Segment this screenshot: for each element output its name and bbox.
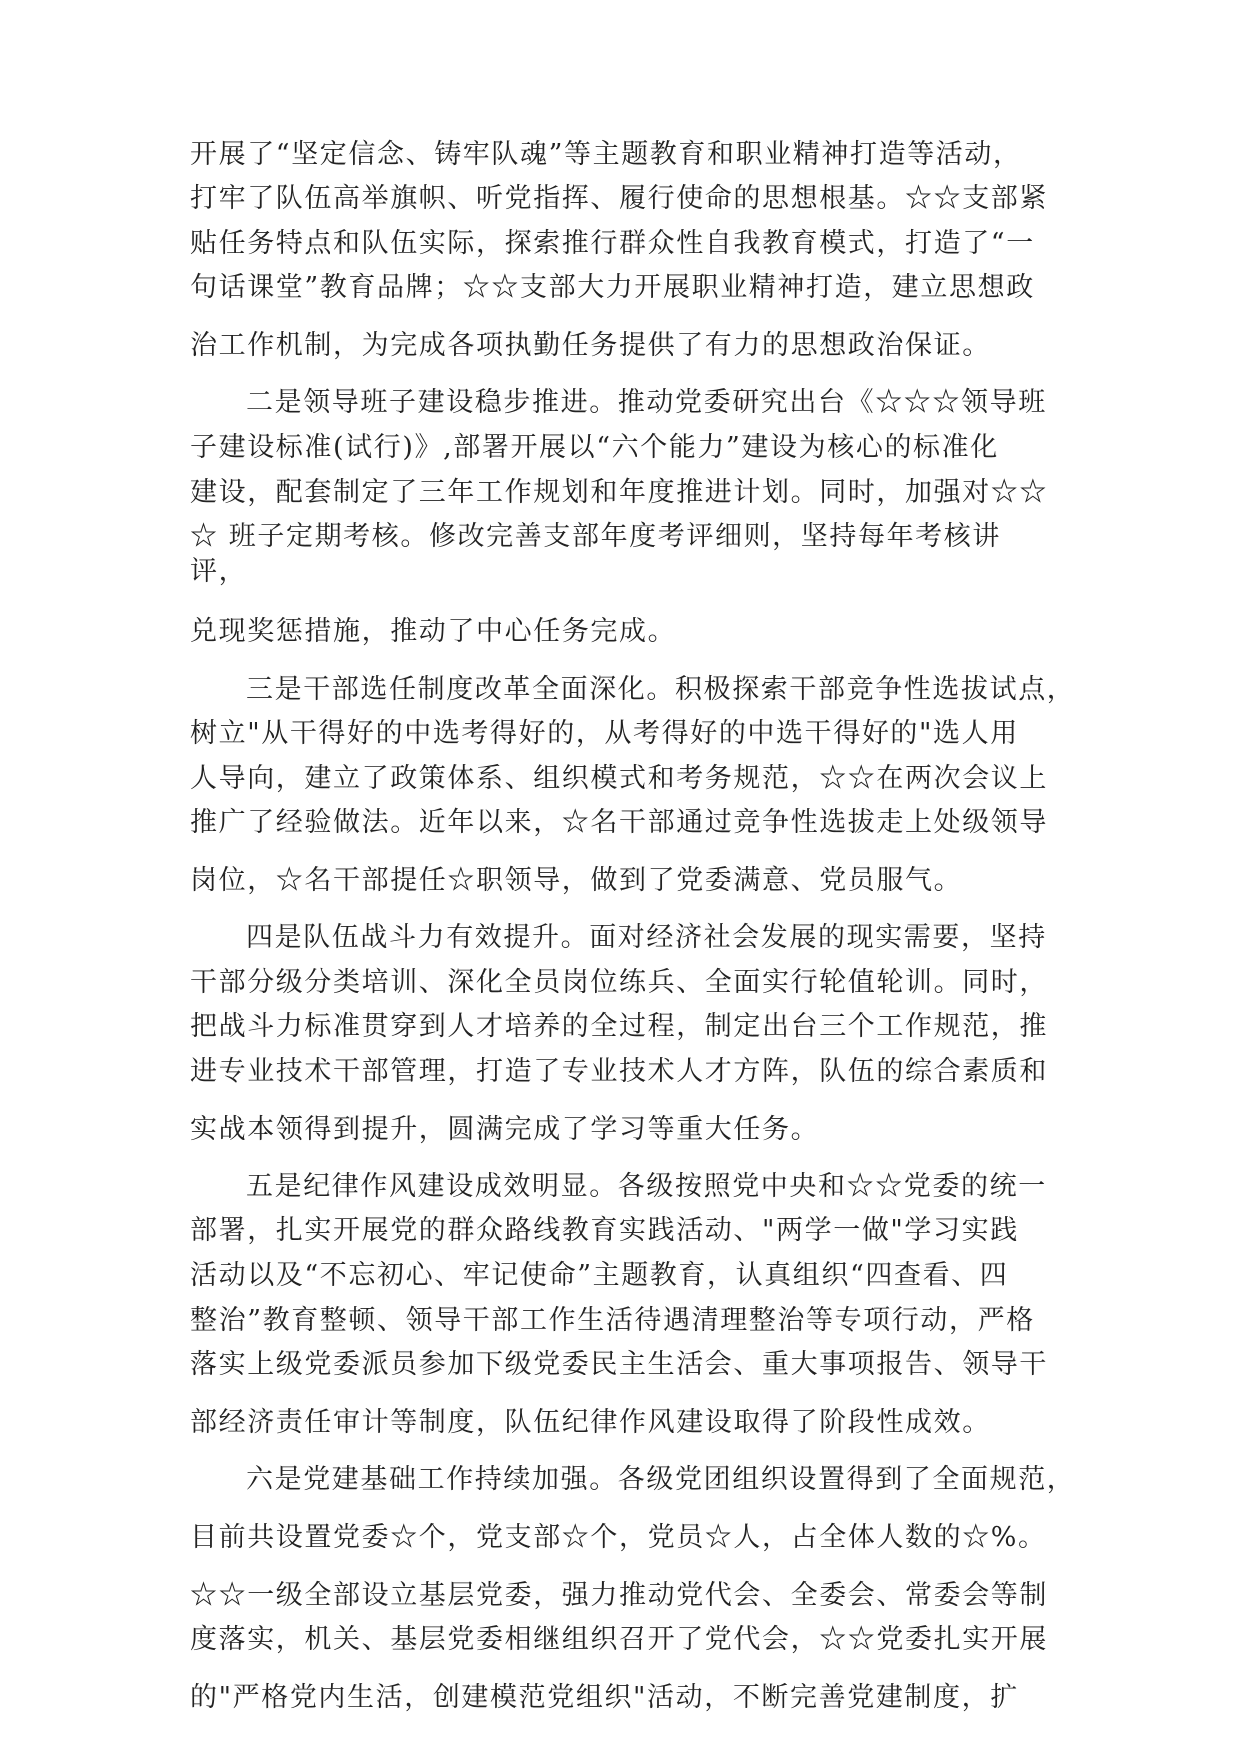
text-line: 推广了经验做法。近年以来，☆名干部通过竞争性选拔走上处级领导 bbox=[190, 807, 1048, 838]
text-line: 治工作机制，为完成各项执勤任务提供了有力的思想政治保证。 bbox=[190, 330, 991, 361]
paragraph-start-line: 三是干部选任制度改革全面深化。积极探索干部竞争性选拔试点， bbox=[246, 674, 1076, 705]
text-line: 人导向，建立了政策体系、组织模式和考务规范，☆☆在两次会议上 bbox=[190, 763, 1048, 794]
text-line: 的"严格党内生活，创建模范党组织"活动，不断完善党建制度，扩 bbox=[190, 1682, 1019, 1713]
text-line: 评， bbox=[190, 556, 248, 587]
text-line: 子建设标准(试行)》,部署开展以“六个能力”建设为核心的标准化 bbox=[190, 432, 999, 463]
text-line: 贴任务特点和队伍实际，探索推行群众性自我教育模式，打造了“一 bbox=[190, 228, 1035, 259]
text-line: 进专业技术干部管理，打造了专业技术人才方阵，队伍的综合素质和 bbox=[190, 1056, 1048, 1087]
paragraph-start-line: 五是纪律作风建设成效明显。各级按照党中央和☆☆党委的统一 bbox=[246, 1171, 1047, 1202]
text-line: 目前共设置党委☆个，党支部☆个，党员☆人，占全体人数的☆%。 bbox=[190, 1522, 1047, 1553]
paragraph-start-line: 四是队伍战斗力有效提升。面对经济社会发展的现实需要，坚持 bbox=[246, 922, 1047, 953]
text-line: ☆☆一级全部设立基层党委，强力推动党代会、全委会、常委会等制 bbox=[190, 1580, 1048, 1611]
text-line: 落实上级党委派员参加下级党委民主生活会、重大事项报告、领导干 bbox=[190, 1349, 1048, 1380]
text-line: 度落实，机关、基层党委相继组织召开了党代会，☆☆党委扎实开展 bbox=[190, 1624, 1048, 1655]
text-line: 打牢了队伍高举旗帜、听党指挥、履行使命的思想根基。☆☆支部紧 bbox=[190, 183, 1048, 214]
text-line: 句话课堂”教育品牌；☆☆支部大力开展职业精神打造，建立思想政 bbox=[190, 272, 1035, 303]
text-line: 树立"从干得好的中选考得好的，从考得好的中选干得好的"选人用 bbox=[190, 718, 1019, 749]
text-line: 干部分级分类培训、深化全员岗位练兵、全面实行轮值轮训。同时， bbox=[190, 967, 1048, 998]
text-line: 整治”教育整顿、领导干部工作生活待遇清理整治等专项行动，严格 bbox=[190, 1305, 1035, 1336]
text-line: 岗位，☆名干部提任☆职领导，做到了党委满意、党员服气。 bbox=[190, 865, 963, 896]
text-line: ☆ 班子定期考核。修改完善支部年度考评细则，坚持每年考核讲 bbox=[190, 521, 1001, 552]
text-line: 把战斗力标准贯穿到人才培养的全过程，制定出台三个工作规范，推 bbox=[190, 1011, 1048, 1042]
paragraph-start-line: 六是党建基础工作持续加强。各级党团组织设置得到了全面规范， bbox=[246, 1464, 1076, 1495]
text-line: 兑现奖惩措施，推动了中心任务完成。 bbox=[190, 616, 677, 647]
text-line: 建设，配套制定了三年工作规划和年度推进计划。同时，加强对☆☆ bbox=[190, 477, 1048, 508]
text-line: 活动以及“不忘初心、牢记使命”主题教育，认真组织“四查看、四 bbox=[190, 1260, 1009, 1291]
text-line: 部署，扎实开展党的群众路线教育实践活动、"两学一做"学习实践 bbox=[190, 1215, 1019, 1246]
paragraph-start-line: 二是领导班子建设稳步推进。推动党委研究出台《☆☆☆领导班 bbox=[246, 387, 1047, 418]
text-line: 部经济责任审计等制度，队伍纪律作风建设取得了阶段性成效。 bbox=[190, 1407, 991, 1438]
text-line: 开展了“坚定信念、铸牢队魂”等主题教育和职业精神打造等活动， bbox=[190, 139, 1022, 170]
text-line: 实战本领得到提升，圆满完成了学习等重大任务。 bbox=[190, 1114, 820, 1145]
